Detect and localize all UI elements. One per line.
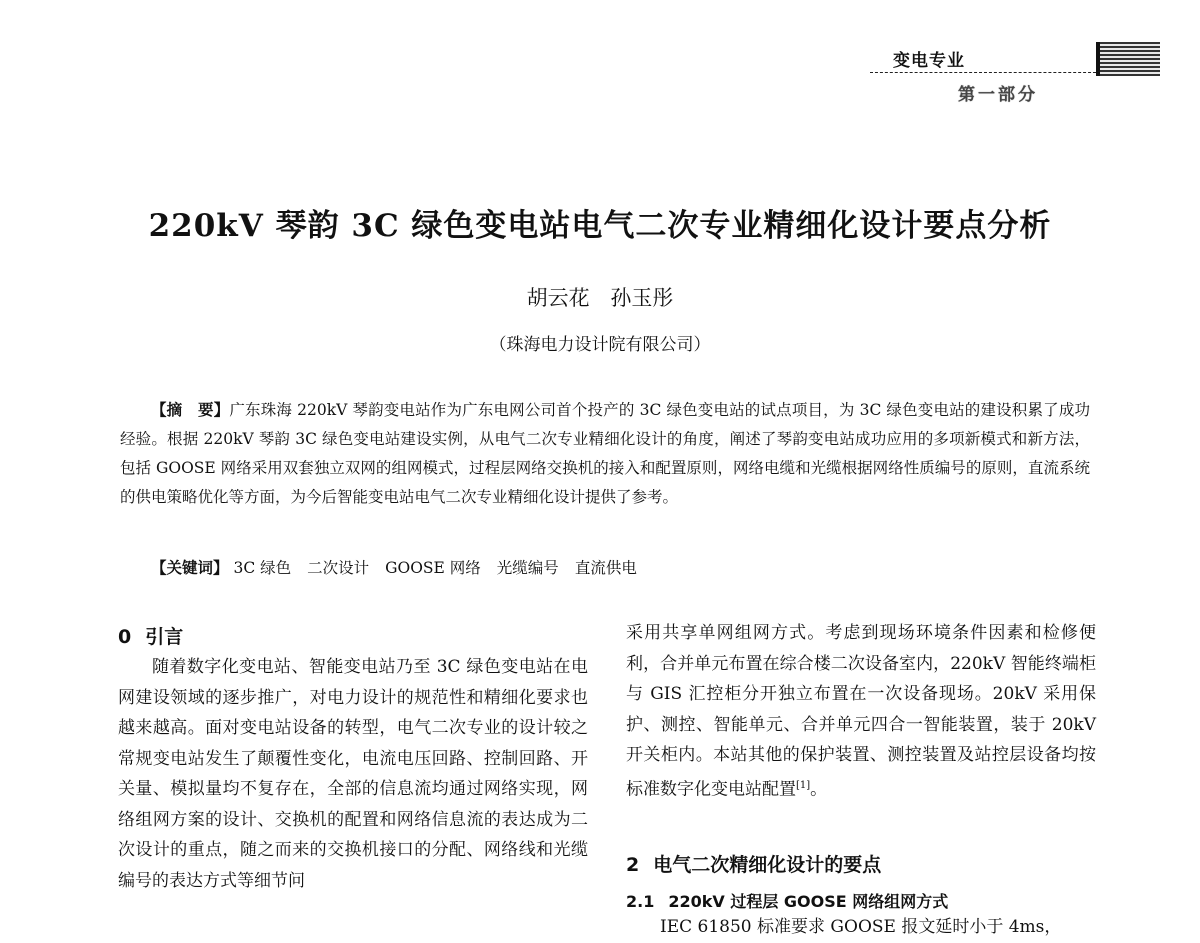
body-right-tail: IEC 61850 标准要求 GOOSE 报文延时小于 4ms， bbox=[660, 917, 1062, 937]
article-affiliation: （珠海电力设计院有限公司） bbox=[489, 335, 711, 355]
abstract bbox=[120, 396, 1090, 512]
abstract-label: 【摘 要】 bbox=[151, 401, 230, 419]
right-paragraph: 采用共享单网组网方式。考虑到现场环境条件因素和检修便利，合并单元布置在综合楼二次设备室内，220kV 智能终端柜与 GIS 汇控柜分开独立布置在一次设备现场。20kV 采用保护、测控、智能单元、合并单元四合一智能装置，装于 20kV 开关柜内。本站其他的保护装置、测控装置及站控层设备均按标准数字化变电站配置 bbox=[626, 623, 1096, 800]
header-part-label: 第一部分 bbox=[958, 85, 1038, 105]
article-title: 220kV 琴韵 3C 绿色变电站电气二次专业精细化设计要点分析 bbox=[148, 208, 1052, 244]
body-left-column: 随着数字化变电站、智能变电站乃至 3C 绿色变电站在电网建设领域的逐步推广，对电力设计的规范性和精细化要求也越来越高。面对变电站设备的转型，电气二次专业的设计较之常规变电站发生了颠覆性变化，电流电压回路、控制回路、开关量、模拟量均不复存在，全部的信息流均通过网络实现，网络组网方案的设计、交换机的配置和网络信息流的表达成为二次设计的重点，随之而来的交换机接口的分配、网络线和光缆编号的表达方式等细节问 bbox=[118, 657, 588, 891]
section-title: 引言 bbox=[145, 626, 184, 648]
article-authors: 胡云花 孙玉彤 bbox=[526, 286, 674, 310]
section-title: 电气二次精细化设计的要点 bbox=[653, 854, 882, 876]
keywords-label: 【关键词】 bbox=[151, 559, 229, 577]
keyword: 3C 绿色 bbox=[233, 559, 292, 577]
header-divider bbox=[870, 72, 1096, 73]
right-paragraph-end: 。 bbox=[810, 779, 828, 800]
citation: [1] bbox=[796, 779, 811, 791]
keyword: GOOSE 网络 bbox=[385, 559, 481, 577]
subsection-heading-2-1 bbox=[626, 889, 948, 912]
header-category: 变电专业 bbox=[893, 51, 965, 71]
body-right-column bbox=[626, 618, 1096, 805]
header-decoration-block bbox=[1096, 42, 1160, 76]
subsection-title: 220kV 过程层 GOOSE 网络组网方式 bbox=[668, 892, 949, 911]
section-number: 0 bbox=[118, 626, 132, 648]
keyword: 光缆编号 bbox=[496, 559, 559, 577]
section-heading-introduction bbox=[118, 622, 183, 649]
keywords bbox=[120, 556, 1090, 580]
keyword: 直流供电 bbox=[574, 559, 637, 577]
keyword: 二次设计 bbox=[307, 559, 370, 577]
subsection-number: 2.1 bbox=[626, 892, 655, 911]
section-number: 2 bbox=[626, 854, 640, 876]
section-heading-2 bbox=[626, 850, 881, 877]
abstract-text: 广东珠海 220kV 琴韵变电站作为广东电网公司首个投产的 3C 绿色变电站的试点项目，为 3C 绿色变电站的建设积累了成功经验。根据 220kV 琴韵 3C 绿色变电站建设实例，从电气二次专业精细化设计的角度，阐述了琴韵变电站成功应用的多项新模式和新方法，包括 GOOSE 网络采用双套独立双网的组网模式，过程层网络交换机的接入和配置原则，网络电缆和光缆根据网络性质编号的原则，直流系统的供电策略优化等方面，为今后智能变电站电气二次专业精细化设计提供了参考。 bbox=[120, 401, 1090, 506]
